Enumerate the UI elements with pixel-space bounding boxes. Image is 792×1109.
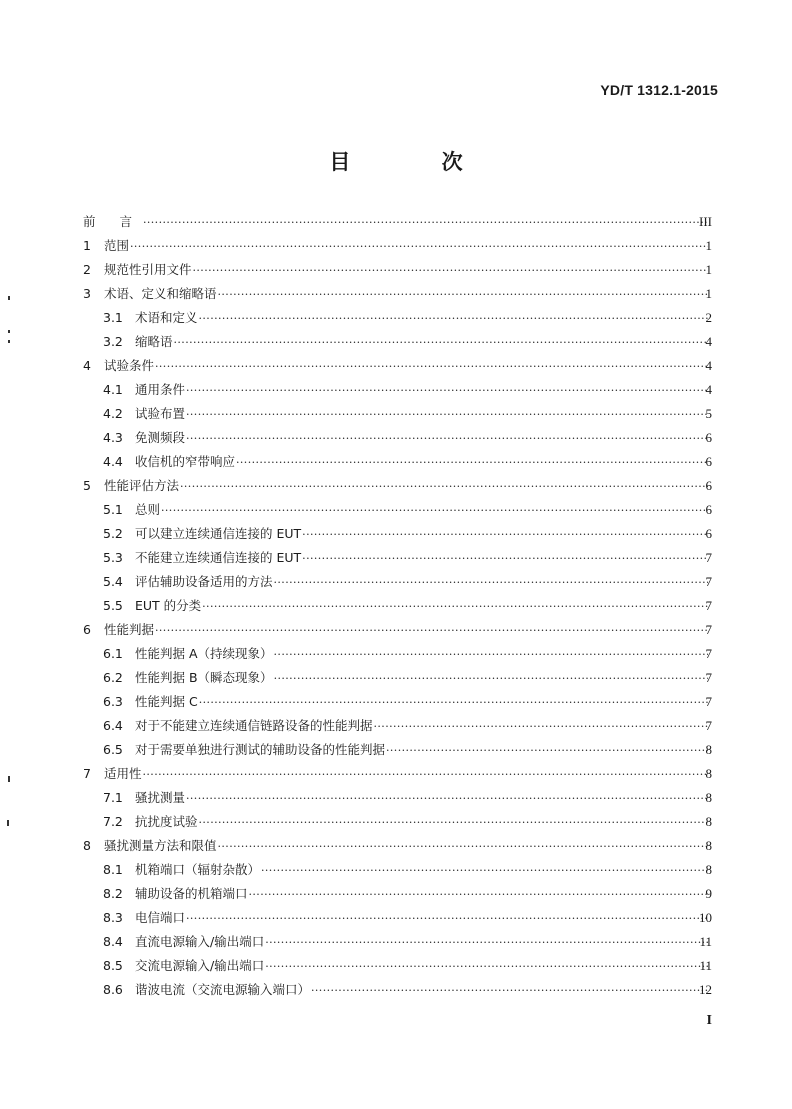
toc-entry-title-wrap — [135, 786, 708, 811]
toc-entry-page: 7 — [705, 718, 712, 733]
toc-entry-title-wrap — [135, 498, 708, 523]
toc-entry-title-wrap — [135, 738, 708, 763]
dot-leader — [155, 619, 708, 643]
toc-entry-page: 10 — [699, 910, 712, 925]
toc-entry-title-wrap — [83, 210, 708, 235]
toc-entry-page: 2 — [705, 310, 712, 325]
toc-entry — [0, 834, 792, 858]
toc-entry — [0, 618, 792, 642]
toc-entry-page: 4 — [705, 382, 712, 397]
dot-leader — [302, 523, 708, 547]
toc-entry-number: 3 — [83, 286, 91, 301]
toc-entry-number: 4.1 — [103, 382, 123, 397]
toc-entry — [0, 450, 792, 474]
toc-entry-number: 4.3 — [103, 430, 123, 445]
toc-entry-title: 评估辅助设备适用的方法 — [135, 574, 273, 589]
toc-entry-title: 对于不能建立连续通信链路设备的性能判据 — [135, 718, 373, 733]
dot-leader — [186, 403, 708, 427]
toc-entry-title: 总则 — [135, 502, 161, 517]
toc-entry-title: 骚扰测量方法和限值 — [104, 838, 217, 853]
toc-entry-title-wrap — [135, 402, 708, 427]
toc-entry-title: 性能判据 A（持续现象） — [135, 646, 273, 661]
toc-entry-page: 1 — [705, 286, 712, 301]
toc-entry-page: 8 — [705, 862, 712, 877]
toc-entry-title-wrap — [135, 306, 708, 331]
scan-mark — [7, 820, 9, 826]
dot-leader — [199, 691, 708, 715]
toc-entry — [0, 522, 792, 546]
toc-entry-title: 不能建立连续通信连接的 EUT — [135, 550, 302, 565]
toc-entry-title-wrap — [135, 522, 708, 547]
page-number: I — [706, 1013, 712, 1028]
toc-entry-title: 免测频段 — [135, 430, 186, 445]
dot-leader — [265, 931, 708, 955]
dot-leader — [199, 307, 708, 331]
toc-entry-title-wrap — [104, 282, 708, 307]
toc-entry-title-wrap — [135, 642, 708, 667]
toc-entry-page: 7 — [705, 598, 712, 613]
toc-entry — [0, 882, 792, 906]
toc-entry-title: 缩略语 — [135, 334, 173, 349]
toc-entry — [0, 594, 792, 618]
dot-leader — [186, 427, 708, 451]
toc-entry-number: 5.1 — [103, 502, 123, 517]
toc-entry-title-wrap — [135, 714, 708, 739]
toc-entry-page: 7 — [705, 550, 712, 565]
toc-entry-number: 6.4 — [103, 718, 123, 733]
dot-leader — [174, 331, 708, 355]
dot-leader — [274, 643, 708, 667]
dot-leader — [302, 547, 708, 571]
toc-entry-title: 骚扰测量 — [135, 790, 186, 805]
toc-entry-page: 7 — [705, 694, 712, 709]
toc-entry-page: III — [699, 214, 712, 229]
toc-entry — [0, 210, 792, 234]
toc-entry-page: 7 — [705, 574, 712, 589]
document-code: YD/T 1312.1-2015 — [600, 82, 718, 98]
toc-entry-title-wrap — [135, 330, 708, 355]
toc-entry-number: 5.5 — [103, 598, 123, 613]
toc-entry-number: 7 — [83, 766, 91, 781]
toc-entry — [0, 426, 792, 450]
dot-leader — [218, 283, 708, 307]
toc-entry — [0, 810, 792, 834]
toc-entry — [0, 354, 792, 378]
scan-mark — [8, 776, 10, 782]
toc-entry — [0, 786, 792, 810]
toc-entry-number: 4.4 — [103, 454, 123, 469]
toc-entry-page: 8 — [705, 838, 712, 853]
toc-entry-number: 3.1 — [103, 310, 123, 325]
toc-entry-title: 性能判据 B（瞬态现象） — [135, 670, 273, 685]
toc-entry-title-wrap — [135, 546, 708, 571]
toc-entry-page: 6 — [705, 430, 712, 445]
toc-entry — [0, 546, 792, 570]
toc-entry-page: 7 — [705, 646, 712, 661]
toc-entry-title-wrap — [135, 858, 708, 883]
toc-entry-number: 4 — [83, 358, 91, 373]
dot-leader — [311, 979, 708, 1003]
toc-entry-title: 性能判据 C — [135, 694, 198, 709]
toc-entry-number: 6.3 — [103, 694, 123, 709]
scan-mark — [8, 296, 10, 300]
table-of-contents — [0, 210, 792, 1002]
toc-entry — [0, 906, 792, 930]
toc-entry-number: 6 — [83, 622, 91, 637]
dot-leader — [265, 955, 708, 979]
toc-entry-number: 3.2 — [103, 334, 123, 349]
toc-entry-page: 5 — [705, 406, 712, 421]
toc-entry-title-wrap — [104, 834, 708, 859]
toc-entry — [0, 330, 792, 354]
scan-mark — [8, 340, 10, 343]
toc-entry — [0, 306, 792, 330]
toc-entry — [0, 474, 792, 498]
toc-entry-title-wrap — [135, 378, 708, 403]
dot-leader — [261, 859, 708, 883]
toc-entry — [0, 282, 792, 306]
toc-entry-title-wrap — [104, 474, 708, 499]
toc-entry-page: 1 — [705, 262, 712, 277]
toc-entry-title-wrap — [104, 762, 708, 787]
dot-leader — [236, 451, 708, 475]
dot-leader — [274, 571, 708, 595]
toc-entry-number: 5.4 — [103, 574, 123, 589]
dot-leader — [161, 499, 708, 523]
toc-entry-page: 4 — [705, 334, 712, 349]
toc-entry-title: 交流电源输入/输出端口 — [135, 958, 265, 973]
toc-entry-title: 试验条件 — [104, 358, 155, 373]
toc-entry-title: 性能评估方法 — [104, 478, 180, 493]
dot-leader — [143, 763, 708, 787]
toc-entry-page: 6 — [705, 478, 712, 493]
toc-entry-title-wrap — [135, 450, 708, 475]
toc-entry — [0, 642, 792, 666]
toc-entry — [0, 954, 792, 978]
toc-entry-title-wrap — [135, 978, 708, 1003]
toc-entry-page: 11 — [699, 934, 712, 949]
toc-entry-number: 1 — [83, 238, 91, 253]
toc-entry-page: 12 — [699, 982, 712, 997]
toc-entry-number: 6.5 — [103, 742, 123, 757]
toc-entry-page: 6 — [705, 454, 712, 469]
toc-entry-number: 8.4 — [103, 934, 123, 949]
toc-entry-title-wrap — [135, 906, 708, 931]
toc-entry-title: 范围 — [104, 238, 130, 253]
dot-leader — [374, 715, 708, 739]
toc-entry-number: 4.2 — [103, 406, 123, 421]
toc-entry-page: 11 — [699, 958, 712, 973]
toc-entry-number: 6.2 — [103, 670, 123, 685]
toc-entry — [0, 666, 792, 690]
toc-entry-number: 5.3 — [103, 550, 123, 565]
toc-entry-number: 8.1 — [103, 862, 123, 877]
toc-entry-title: EUT 的分类 — [135, 598, 202, 613]
toc-entry-title-wrap — [104, 618, 708, 643]
toc-entry-title: 术语、定义和缩略语 — [104, 286, 217, 301]
toc-entry-title: 谐波电流（交流电源输入端口） — [135, 982, 311, 997]
toc-entry-title: 机箱端口（辐射杂散） — [135, 862, 261, 877]
toc-entry-page: 8 — [705, 742, 712, 757]
dot-leader — [202, 595, 708, 619]
toc-entry-title: 术语和定义 — [135, 310, 198, 325]
dot-leader — [186, 907, 708, 931]
dot-leader — [193, 259, 708, 283]
toc-entry-title: 通用条件 — [135, 382, 186, 397]
toc-entry-title: 试验布置 — [135, 406, 186, 421]
toc-entry-title-wrap — [135, 954, 708, 979]
toc-entry-number: 8 — [83, 838, 91, 853]
toc-entry-title: 前 言 — [83, 214, 142, 229]
toc-entry-title: 收信机的窄带响应 — [135, 454, 236, 469]
toc-entry-title-wrap — [104, 234, 708, 259]
toc-entry-number: 8.3 — [103, 910, 123, 925]
toc-entry-title-wrap — [104, 258, 708, 283]
toc-entry — [0, 570, 792, 594]
toc-entry-number: 5.2 — [103, 526, 123, 541]
toc-entry — [0, 714, 792, 738]
scan-mark — [8, 330, 10, 333]
toc-entry-title-wrap — [135, 594, 708, 619]
toc-entry — [0, 498, 792, 522]
toc-entry — [0, 234, 792, 258]
dot-leader — [199, 811, 708, 835]
toc-entry-number: 8.2 — [103, 886, 123, 901]
toc-entry-title-wrap — [135, 426, 708, 451]
toc-entry — [0, 858, 792, 882]
toc-entry-title: 直流电源输入/输出端口 — [135, 934, 265, 949]
toc-entry-page: 7 — [705, 670, 712, 685]
toc-entry-title-wrap — [135, 810, 708, 835]
toc-entry — [0, 690, 792, 714]
toc-entry — [0, 738, 792, 762]
dot-leader — [249, 883, 708, 907]
toc-entry-title: 适用性 — [104, 766, 142, 781]
dot-leader — [186, 379, 708, 403]
toc-entry — [0, 258, 792, 282]
toc-entry-title-wrap — [135, 882, 708, 907]
toc-entry-page: 7 — [705, 622, 712, 637]
toc-entry-number: 8.5 — [103, 958, 123, 973]
toc-entry-number: 6.1 — [103, 646, 123, 661]
toc-entry-title: 电信端口 — [135, 910, 186, 925]
toc-entry-page: 8 — [705, 790, 712, 805]
toc-entry-page: 6 — [705, 502, 712, 517]
toc-entry-title-wrap — [135, 690, 708, 715]
toc-entry — [0, 378, 792, 402]
toc-entry-title: 规范性引用文件 — [104, 262, 192, 277]
toc-entry-page: 8 — [705, 766, 712, 781]
toc-entry-page: 1 — [705, 238, 712, 253]
toc-entry-page: 8 — [705, 814, 712, 829]
toc-entry-title: 辅助设备的机箱端口 — [135, 886, 248, 901]
toc-entry — [0, 402, 792, 426]
dot-leader — [186, 787, 708, 811]
toc-entry — [0, 762, 792, 786]
toc-entry-title: 性能判据 — [104, 622, 155, 637]
toc-entry-title-wrap — [135, 930, 708, 955]
toc-entry-number: 8.6 — [103, 982, 123, 997]
toc-entry-title: 对于需要单独进行测试的辅助设备的性能判据 — [135, 742, 386, 757]
toc-entry-title-wrap — [104, 354, 708, 379]
toc-entry-title: 抗扰度试验 — [135, 814, 198, 829]
toc-entry-page: 6 — [705, 526, 712, 541]
toc-entry-number: 5 — [83, 478, 91, 493]
toc-entry-number: 7.1 — [103, 790, 123, 805]
toc-entry-number: 2 — [83, 262, 91, 277]
toc-entry-page: 9 — [705, 886, 712, 901]
toc-entry — [0, 978, 792, 1002]
toc-entry-title-wrap — [135, 666, 708, 691]
dot-leader — [143, 211, 708, 235]
dot-leader — [155, 355, 708, 379]
dot-leader — [386, 739, 708, 763]
toc-entry-page: 4 — [705, 358, 712, 373]
dot-leader — [180, 475, 708, 499]
page-title: 目 次 — [329, 150, 505, 174]
toc-entry-title: 可以建立连续通信连接的 EUT — [135, 526, 302, 541]
dot-leader — [130, 235, 708, 259]
dot-leader — [218, 835, 708, 859]
toc-entry-number: 7.2 — [103, 814, 123, 829]
toc-entry-title-wrap — [135, 570, 708, 595]
dot-leader — [274, 667, 708, 691]
toc-entry — [0, 930, 792, 954]
